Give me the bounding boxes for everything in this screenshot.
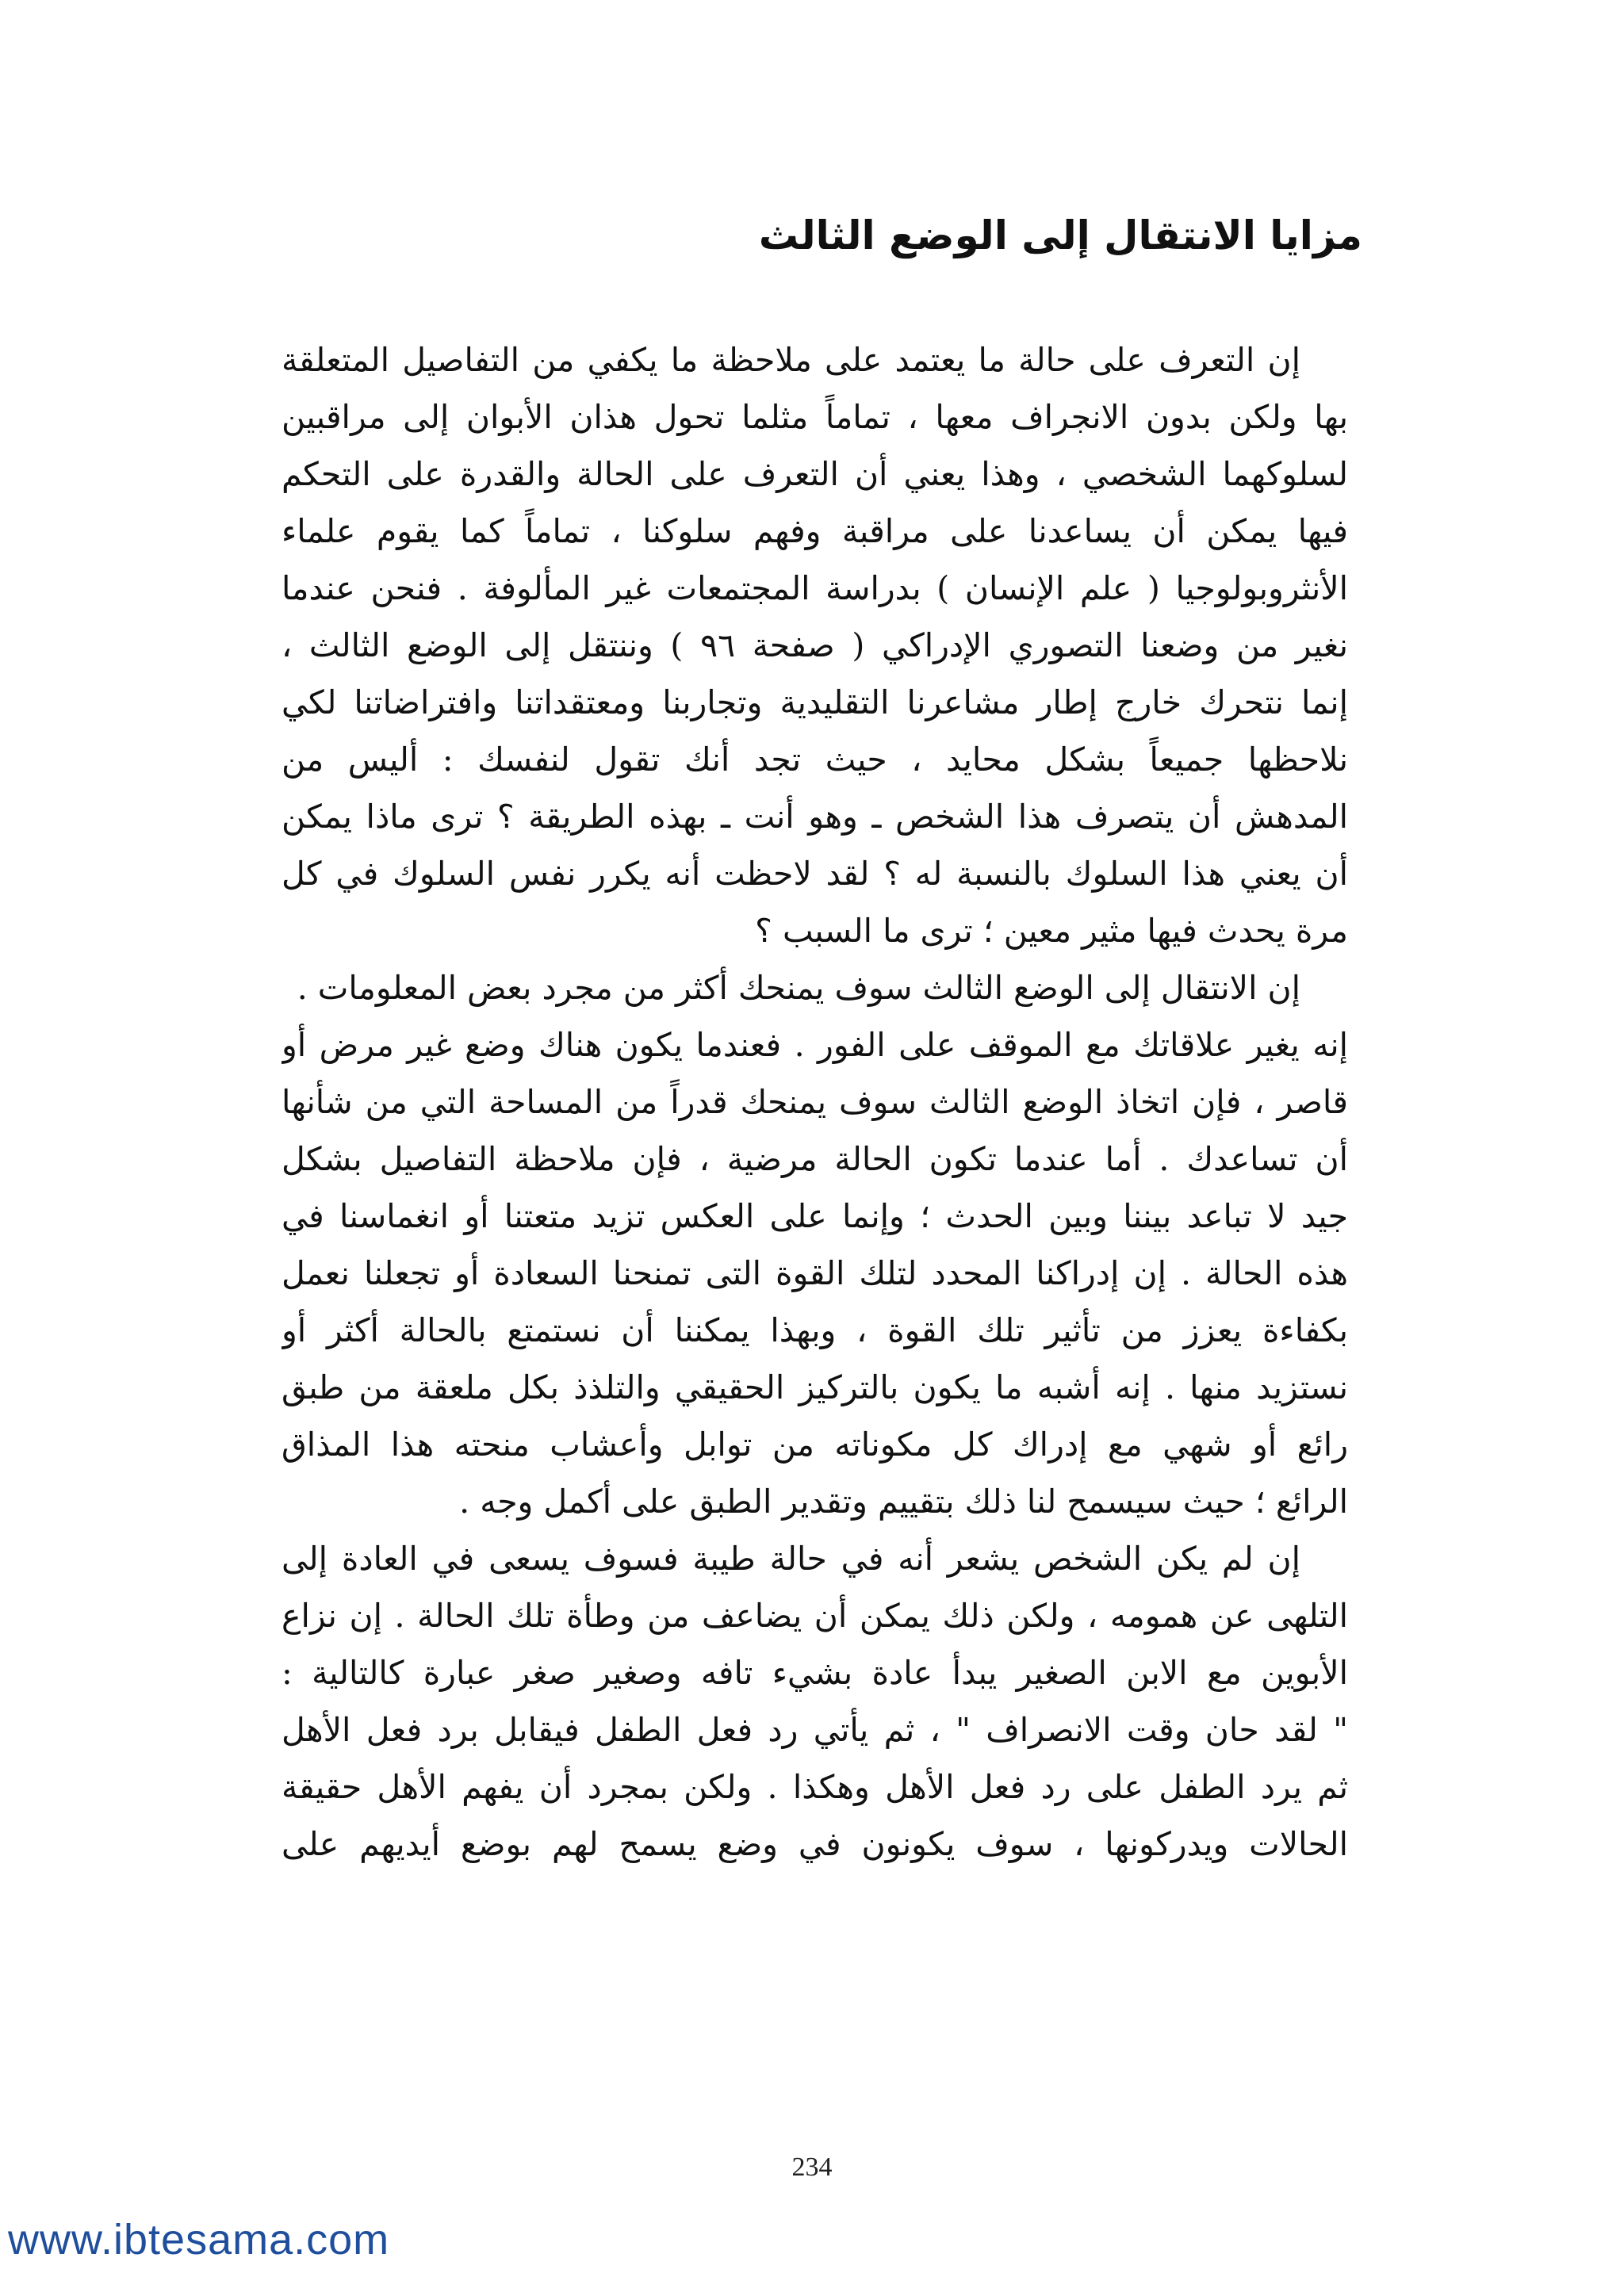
text-line: قاصر ، فإن اتخاذ الوضع الثالث سوف يمنحك قدراً من المساحة التي من شأنها bbox=[282, 1083, 1348, 1121]
text-line: نلاحظها جميعاً بشكل محايد ، حيث تجد أنك تقول لنفسك : أليس من bbox=[282, 740, 1348, 779]
text-line: إنما نتحرك خارج إطار مشاعرنا التقليدية وتجاربنا ومعتقداتنا وافتراضاتنا لكي bbox=[282, 683, 1348, 721]
watermark-link[interactable]: www.ibtesama.com bbox=[8, 2216, 390, 2263]
page-number: 234 bbox=[791, 2152, 833, 2182]
text-line: لسلوكهما الشخصي ، وهذا يعني أن التعرف على الحالة والقدرة على التحكم bbox=[282, 455, 1348, 493]
text-line: الحالات ويدركونها ، سوف يكونون في وضع يسمح لهم بوضع أيديهم على bbox=[282, 1825, 1348, 1863]
section-heading: مزايا الانتقال إلى الوضع الثالث bbox=[758, 212, 1362, 258]
text-line: ثم يرد الطفل على رد فعل الأهل وهكذا . ولكن بمجرد أن يفهم الأهل حقيقة bbox=[282, 1768, 1348, 1806]
text-line: إنه يغير علاقاتك مع الموقف على الفور . فعندما يكون هناك وضع غير مرض أو bbox=[282, 1026, 1348, 1064]
text-line: الأنثروبولوجيا ( علم الإنسان ) بدراسة المجتمعات غير المألوفة . فنحن عندما bbox=[282, 569, 1348, 607]
text-line: الرائع ؛ حيث سيسمح لنا ذلك بتقييم وتقدير الطبق على أكمل وجه . bbox=[459, 1483, 1348, 1521]
text-line: التلهى عن همومه ، ولكن ذلك يمكن أن يضاعف من وطأة تلك الحالة . إن نزاع bbox=[282, 1597, 1348, 1635]
text-line: الأبوين مع الابن الصغير يبدأ عادة بشيء تافه وصغير صغر عبارة كالتالية : bbox=[282, 1654, 1348, 1692]
text-line: إن التعرف على حالة ما يعتمد على ملاحظة ما يكفي من التفاصيل المتعلقة bbox=[282, 341, 1300, 379]
text-line: جيد لا تباعد بيننا وبين الحدث ؛ وإنما على العكس تزيد متعتنا أو انغماسنا في bbox=[282, 1197, 1348, 1235]
text-line: نغير من وضعنا التصوري الإدراكي ( صفحة ٩٦ ) وننتقل إلى الوضع الثالث ، bbox=[282, 626, 1348, 664]
text-line: رائع أو شهي مع إدراك كل مكوناته من توابل وأعشاب منحته هذا المذاق bbox=[282, 1425, 1348, 1464]
text-line: المدهش أن يتصرف هذا الشخص ـ وهو أنت ـ بهذه الطريقة ؟ ترى ماذا يمكن bbox=[282, 798, 1348, 836]
body-text bbox=[282, 331, 1348, 1873]
text-line: بكفاءة يعزز من تأثير تلك القوة ، وبهذا يمكننا أن نستمتع بالحالة أكثر أو bbox=[282, 1311, 1348, 1349]
text-line: نستزيد منها . إنه أشبه ما يكون بالتركيز الحقيقي والتلذذ بكل ملعقة من طبق bbox=[282, 1368, 1348, 1406]
text-line: " لقد حان وقت الانصراف " ، ثم يأتي رد فعل الطفل فيقابل برد فعل الأهل bbox=[282, 1711, 1348, 1749]
text-line: إن الانتقال إلى الوضع الثالث سوف يمنحك أكثر من مجرد بعض المعلومات . bbox=[297, 969, 1300, 1007]
text-line: مرة يحدث فيها مثير معين ؛ ترى ما السبب ؟ bbox=[755, 912, 1348, 950]
text-line: فيها يمكن أن يساعدنا على مراقبة وفهم سلوكنا ، تماماً كما يقوم علماء bbox=[282, 512, 1348, 550]
text-line: إن لم يكن الشخص يشعر أنه في حالة طيبة فسوف يسعى في العادة إلى bbox=[282, 1540, 1300, 1578]
text-line: أن تساعدك . أما عندما تكون الحالة مرضية ، فإن ملاحظة التفاصيل بشكل bbox=[282, 1140, 1348, 1178]
text-line: هذه الحالة . إن إدراكنا المحدد لتلك القوة التى تمنحنا السعادة أو تجعلنا نعمل bbox=[282, 1254, 1348, 1292]
text-line: بها ولكن بدون الانجراف معها ، تماماً مثلما تحول هذان الأبوان إلى مراقبين bbox=[282, 398, 1348, 436]
text-line: أن يعني هذا السلوك بالنسبة له ؟ لقد لاحظت أنه يكرر نفس السلوك في كل bbox=[282, 855, 1348, 893]
